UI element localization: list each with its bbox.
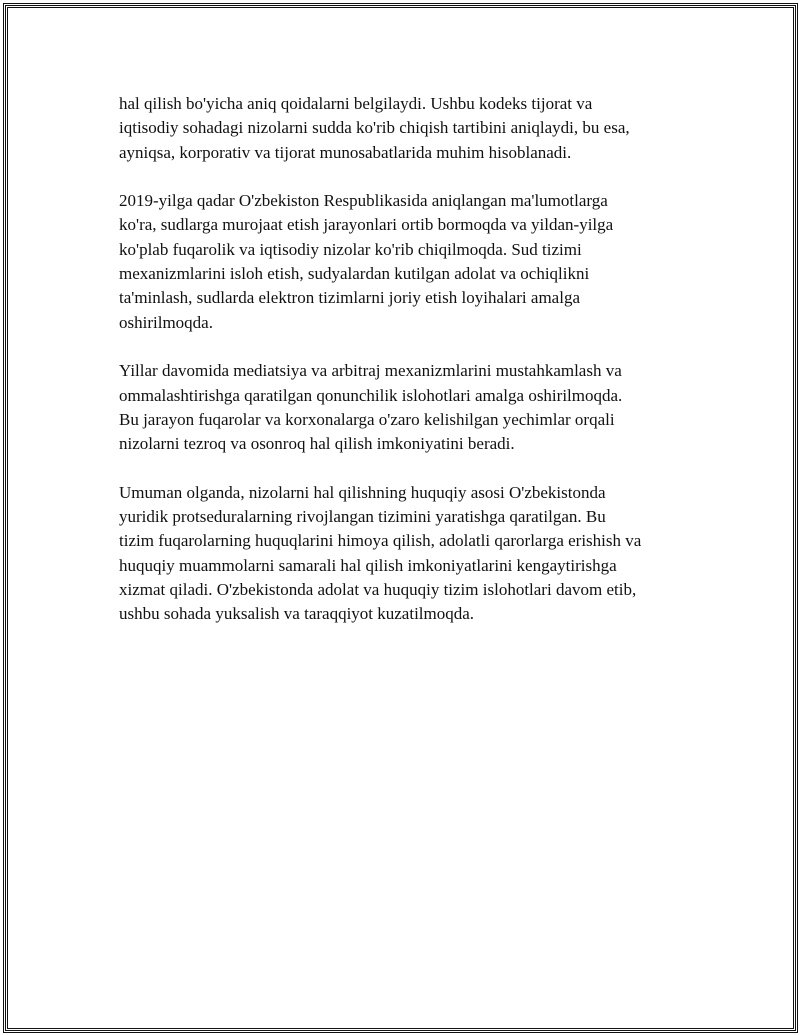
paragraph-4: Umuman olganda, nizolarni hal qilishning huquqiy asosi O'zbekistonda yuridik protseduralarning rivojlangan tizimini yaratishga qaratilgan. Bu tizim fuqarolarning huquqlarini himoya qilish, adolatli qarorlarga erishish va huquqiy muammolarni samarali hal qilish imkoniyatlarini kengaytirishga xizmat qiladi. O'zbekistonda adolat va huquqiy tizim islohotlari davom etib, ushbu sohada yuksalish va taraqqiyot kuzatilmoqda.	[119, 482, 642, 624]
paragraph-1: hal qilish bo'yicha aniq qoidalarni belgilaydi. Ushbu kodeks tijorat va iqtisodiy sohadagi nizolarni sudda ko'rib chiqish tartibini aniqlaydi, bu esa, ayniqsa, korporativ va tijorat munosabatlarida muhim hisoblanadi.	[119, 94, 630, 162]
paragraph-2: 2019-yilga qadar O'zbekiston Respublikasida aniqlangan ma'lumotlarga ko'ra, sudlarga murojaat etish jarayonlari ortib bormoqda va yildan-yilga ko'plab fuqarolik va iqtisodiy nizolar ko'rib chiqilmoqda. Sud tizimi mexanizmlarini isloh etish, sudyalardan kutilgan adolat va ochiqlikni ta'minlash, sudlarda elektron tizimlarni joriy etish loyihalari amalga oshirilmoqda.	[119, 191, 614, 332]
document-body	[119, 92, 719, 651]
paragraph-3: Yillar davomida mediatsiya va arbitraj mexanizmlarini mustahkamlash va ommalashtirishga qaratilgan qonunchilik islohotlari amalga oshirilmoqda. Bu jarayon fuqarolar va korxonalarga o'zaro kelishilgan yechimlar orqali nizolarni tezroq va osonroq hal qilish imkoniyatini beradi.	[119, 361, 623, 454]
